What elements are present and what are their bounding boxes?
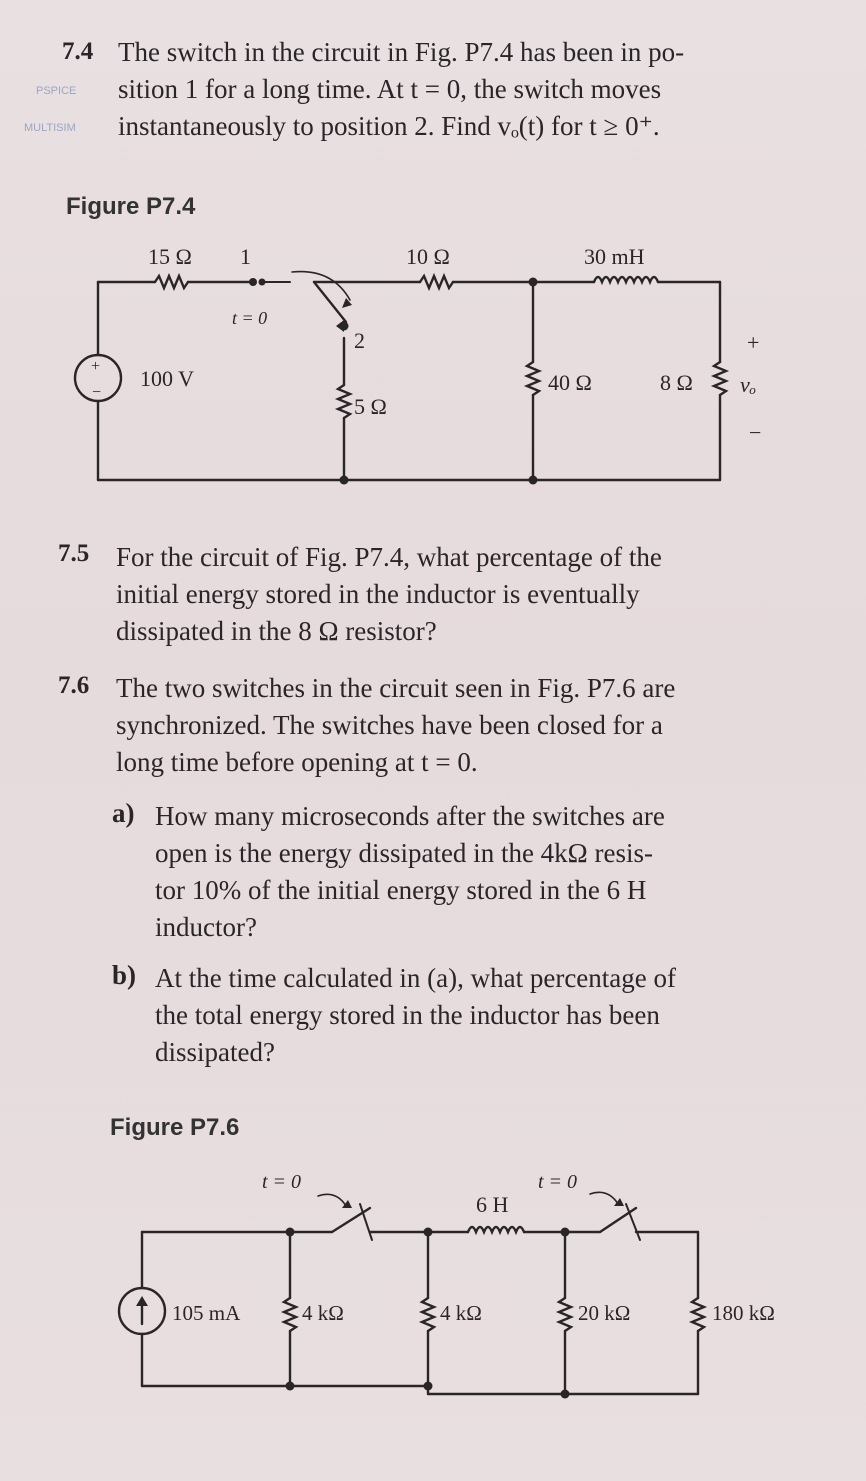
text-line: synchronized. The switches have been closed for a — [116, 710, 663, 740]
text-line: The two switches in the circuit seen in Fig. P7.6 are — [116, 673, 676, 703]
r5-label: 5 Ω — [354, 394, 387, 419]
figure-p7-6-circuit — [0, 1140, 866, 1420]
source-plus-sign: + — [91, 358, 101, 375]
r4k-1-label: 4 kΩ — [302, 1301, 344, 1325]
vo-label: vₒ — [740, 372, 757, 397]
r4k-2-label: 4 kΩ — [440, 1301, 482, 1325]
text-line: initial energy stored in the inductor is eventually — [116, 579, 640, 609]
r20k-label: 20 kΩ — [578, 1301, 631, 1325]
r10-label: 10 Ω — [406, 244, 450, 269]
r8-label: 8 Ω — [660, 370, 693, 395]
problem-7-6-text — [116, 670, 675, 781]
text-line: dissipated in the 8 Ω resistor? — [116, 616, 437, 646]
source-current-label: 105 mA — [172, 1301, 241, 1325]
r180k-label: 180 kΩ — [712, 1301, 775, 1325]
problem-number-7-5: 7.5 — [58, 540, 90, 567]
problem-7-5-text — [116, 539, 662, 650]
text-line: The switch in the circuit in Fig. P7.4 has been in po- — [118, 37, 685, 67]
text-line: inductor? — [155, 912, 257, 942]
problem-number-7-6: 7.6 — [58, 672, 90, 699]
part-a-label: a) — [112, 798, 135, 828]
text-line: At the time calculated in (a), what percentage of — [155, 963, 677, 993]
figure-p7-4-circuit — [0, 0, 866, 520]
switch-time-label: t = 0 — [232, 308, 268, 328]
part-b-text — [155, 960, 676, 1071]
problem-number-7-4: 7.4 — [62, 38, 94, 65]
text-line: How many microseconds after the switches are — [155, 801, 665, 831]
position-2-label: 2 — [354, 328, 365, 353]
text-line: dissipated? — [155, 1037, 275, 1067]
text-line: long time before opening at t = 0. — [116, 747, 478, 777]
text-line: sition 1 for a long time. At t = 0, the switch moves — [118, 74, 662, 104]
position-1-label: 1 — [240, 244, 251, 269]
r40-label: 40 Ω — [548, 370, 592, 395]
part-b-label: b) — [112, 960, 137, 990]
switch1-time-label: t = 0 — [262, 1171, 302, 1193]
l6-label: 6 H — [476, 1192, 509, 1217]
figure-p7-4-title: Figure P7.4 — [66, 193, 196, 220]
multisim-tag: MULTISIM — [24, 122, 76, 134]
text-line: For the circuit of Fig. P7.4, what percentage of the — [116, 542, 662, 572]
vo-minus: − — [749, 420, 762, 445]
part-a-text — [155, 798, 665, 946]
figure-p7-6-title: Figure P7.6 — [110, 1114, 240, 1141]
text-line: the total energy stored in the inductor has been — [155, 1000, 660, 1030]
text-line: open is the energy dissipated in the 4kΩ resis- — [155, 838, 653, 868]
l30-label: 30 mH — [584, 244, 645, 269]
source-minus-sign: − — [92, 384, 102, 401]
text-line: tor 10% of the initial energy stored in the 6 H — [155, 875, 647, 905]
pspice-tag: PSPICE — [36, 85, 77, 97]
vo-plus: + — [747, 330, 760, 355]
text-line: instantaneously to position 2. Find vₒ(t) for t ≥ 0⁺. — [118, 111, 660, 141]
switch2-time-label: t = 0 — [538, 1171, 578, 1193]
source-voltage-label: 100 V — [140, 366, 194, 391]
r15-label: 15 Ω — [148, 244, 192, 269]
